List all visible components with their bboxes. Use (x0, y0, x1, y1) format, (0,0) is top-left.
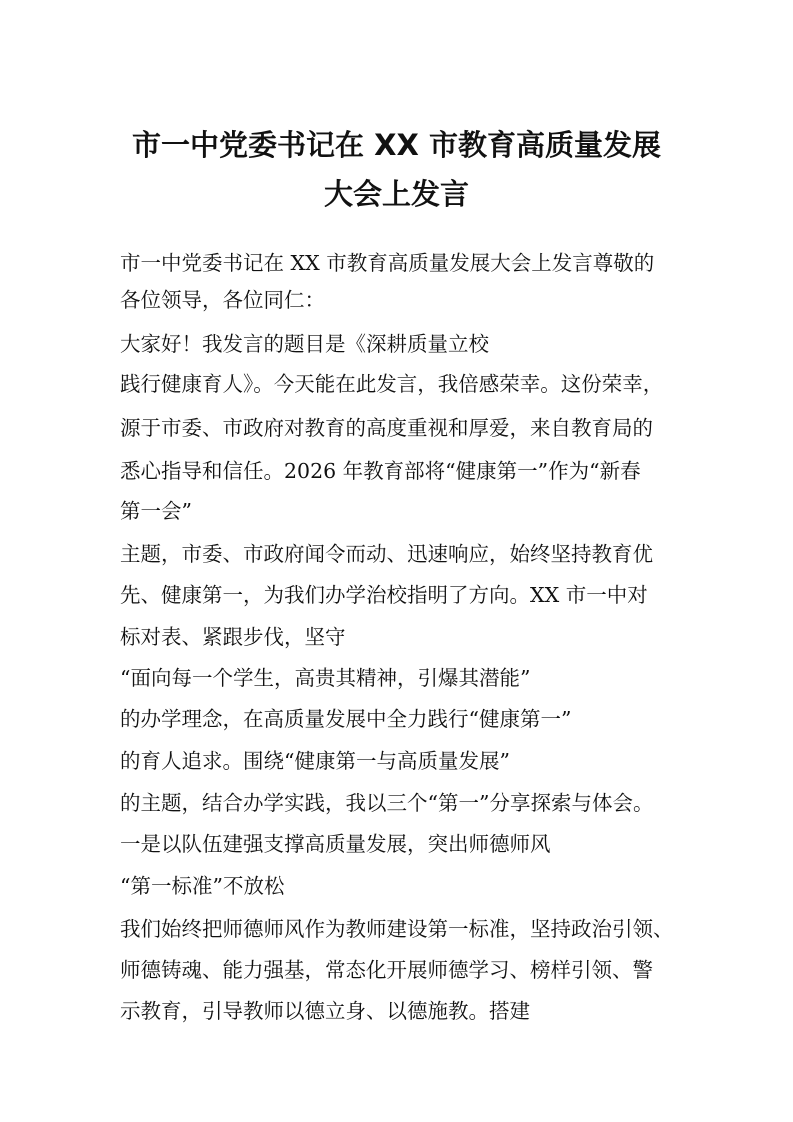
body-line-15: 一是以队伍建强支撑高质量发展，突出师德师风 (120, 832, 551, 856)
body-line-9: 先、健康第一，为我们办学治校指明了方向。XX 市一中对 (120, 583, 648, 607)
body-line-2: 各位领导，各位同仁： (120, 288, 325, 312)
body-line-5: 源于市委、市政府对教育的高度重视和厚爱，来自教育局的 (120, 416, 653, 440)
body-line-18: 师德铸魂、能力强基，常态化开展师德学习、榜样引领、警 (120, 958, 653, 982)
body-line-7: 第一会” (120, 499, 192, 523)
body-line-8: 主题，市委、市政府闻令而动、迅速响应，始终坚持教育优 (120, 542, 653, 566)
body-line-16: “第一标准”不放松 (120, 874, 285, 898)
body-line-1: 市一中党委书记在 XX 市教育高质量发展大会上发言尊敬的 (120, 251, 655, 275)
document-title-line-2: 大会上发言 (323, 177, 469, 211)
body-line-11: “面向每一个学生，高贵其精神，引爆其潜能” (120, 666, 531, 690)
body-line-17: 我们始终把师德师风作为教师建设第一标准，坚持政治引领、 (120, 917, 674, 941)
body-line-14: 的主题，结合办学实践，我以三个“第一”分享探索与体会。 (120, 791, 654, 815)
body-line-3: 大家好！我发言的题目是《深耕质量立校 (120, 332, 489, 356)
body-line-13: 的育人追求。围绕“健康第一与高质量发展” (120, 749, 510, 773)
document-title-line-1: 市一中党委书记在 XX 市教育高质量发展 (132, 128, 661, 162)
body-line-6: 悉心指导和信任。2026 年教育部将“健康第一”作为“新春 (120, 459, 641, 483)
body-line-12: 的办学理念，在高质量发展中全力践行“健康第一” (120, 707, 572, 731)
body-line-10: 标对表、紧跟步伐，坚守 (120, 625, 346, 649)
body-line-4: 践行健康育人》。今天能在此发言，我倍感荣幸。这份荣幸， (120, 372, 664, 396)
body-line-19: 示教育，引导教师以德立身、以德施教。搭建 (120, 999, 530, 1023)
